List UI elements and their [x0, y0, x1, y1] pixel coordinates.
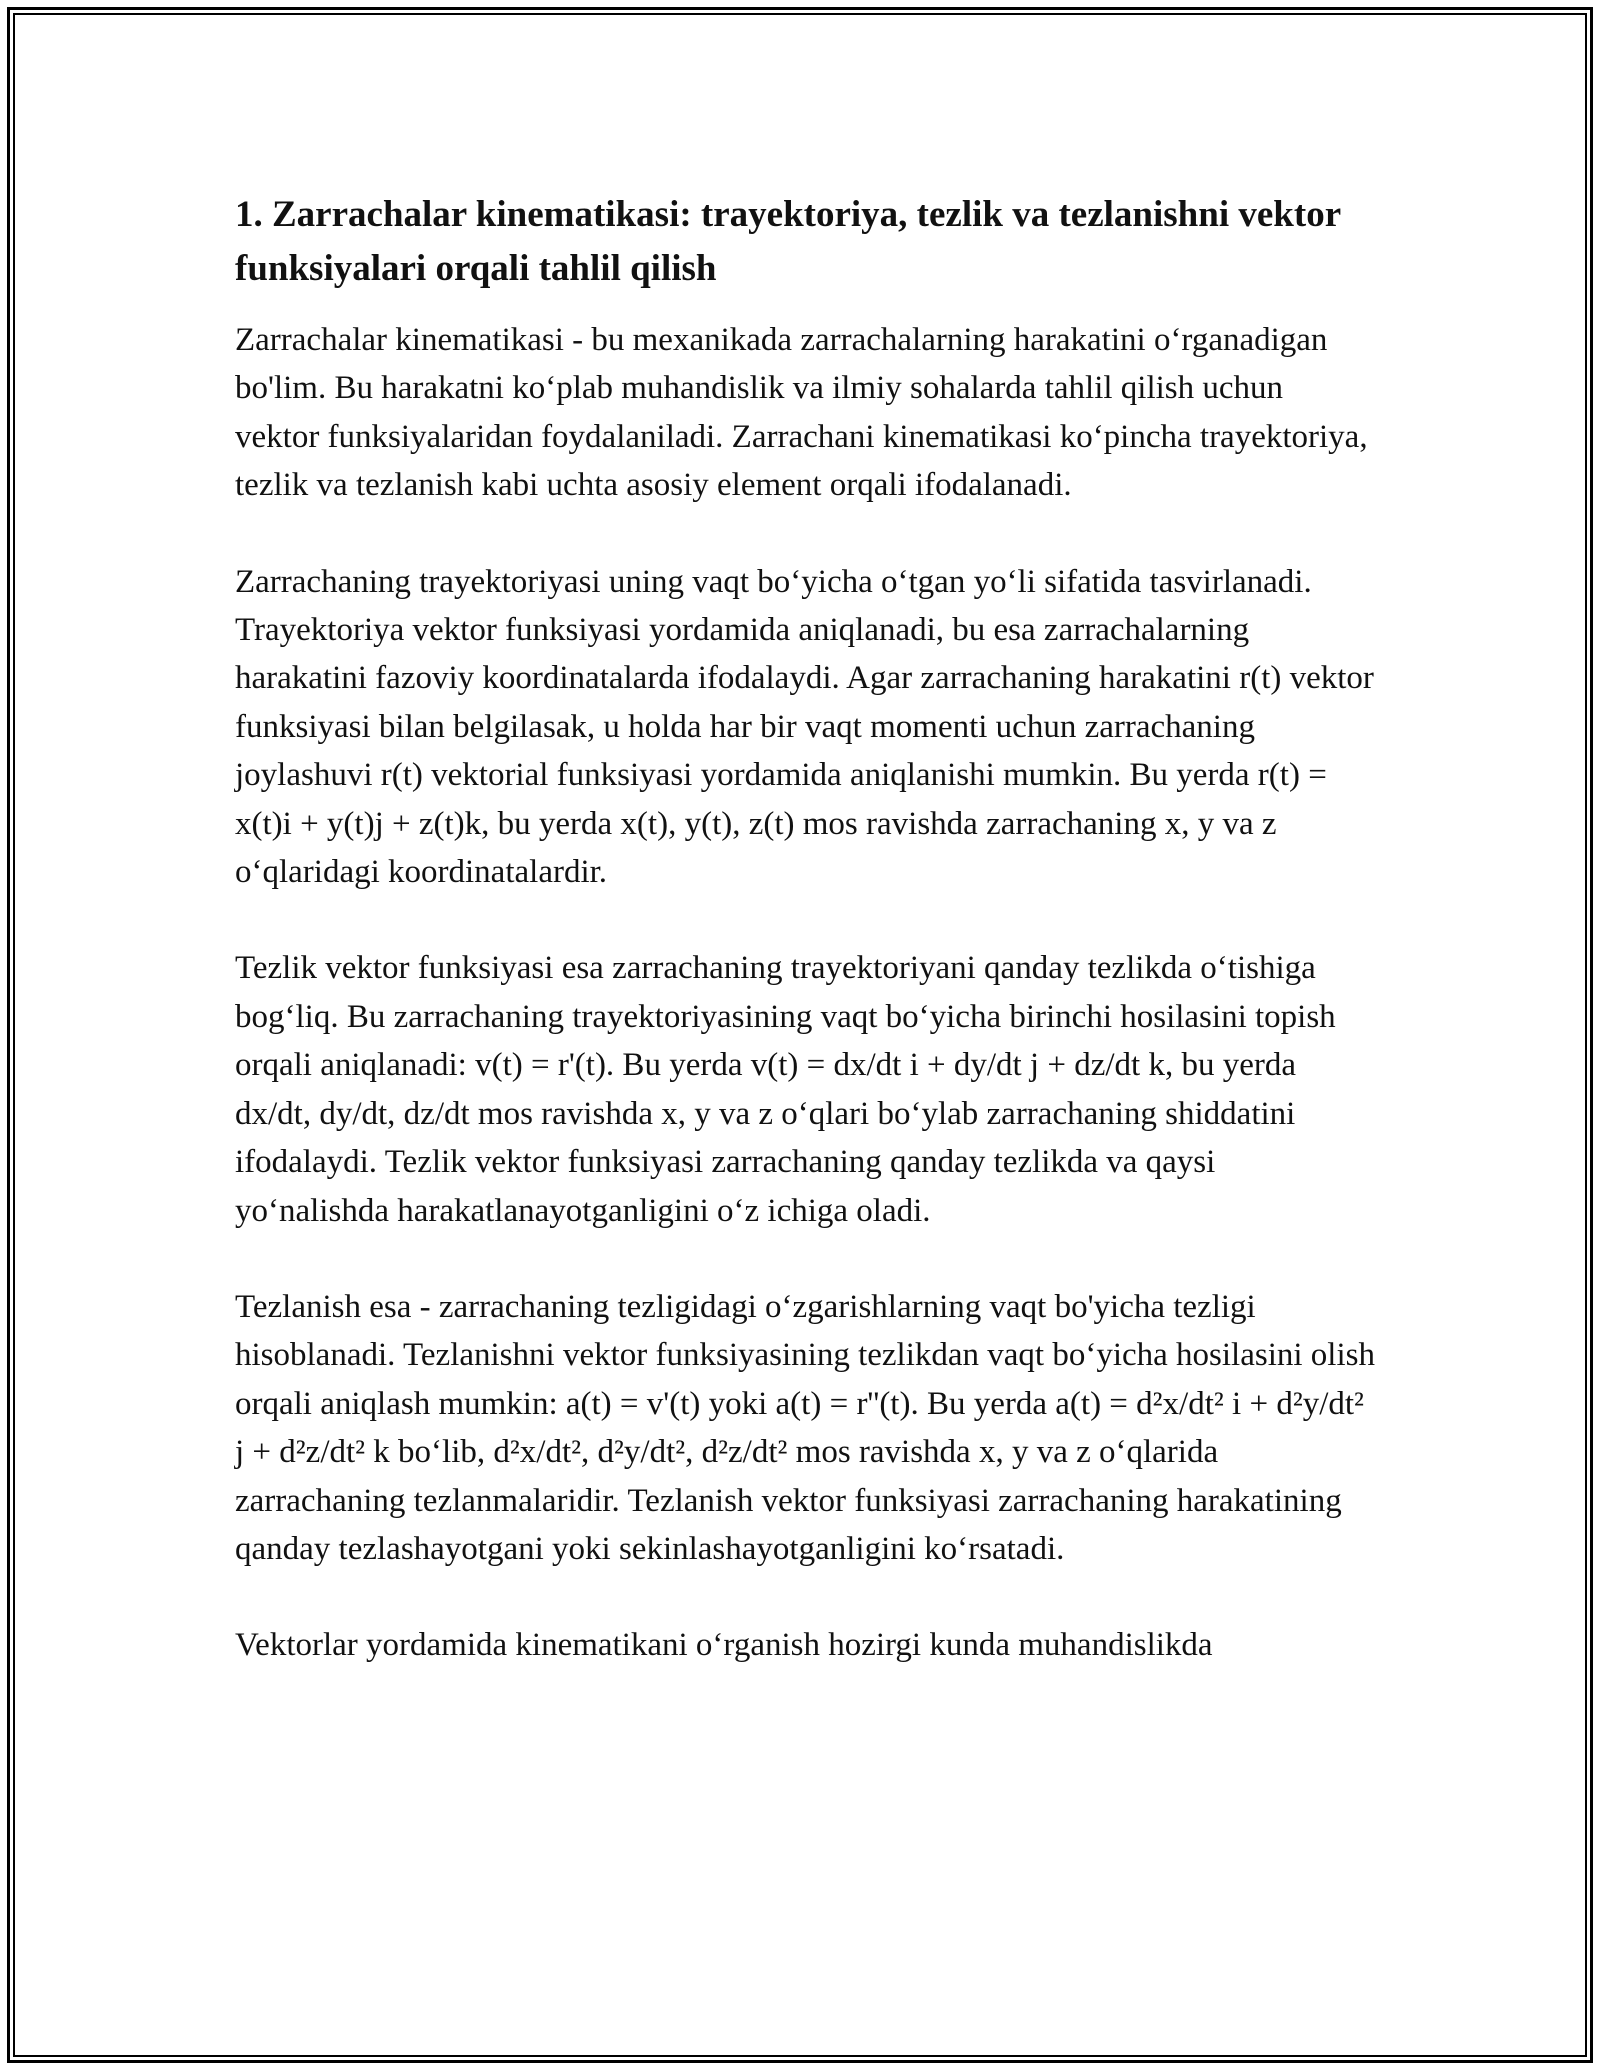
paragraph-trajectory: Zarrachaning trayektoriyasi uning vaqt bo‘yicha o‘tgan yo‘li sifatida tasvirlanadi. Trayektoriya vektor funksiyasi yordamida aniqlanadi, bu esa zarrachalarning harakatini fazoviy koordinatalarda ifodalaydi. Agar zarrachaning harakatini r(t) vektor funksiyasi bilan belgilasak, u holda har bir vaqt momenti uchun zarrachaning joylashuvi r(t) vektorial funksiyasi yordamida aniqlanishi mumkin. Bu yerda r(t) = x(t)i + y(t)j + z(t)k, bu yerda x(t), y(t), z(t) mos ravishda zarrachaning x, y va z o‘qlaridagi koordinatalardir.: [235, 563, 1374, 891]
document-body: [235, 188, 1375, 1718]
paragraph-acceleration: Tezlanish esa - zarrachaning tezligidagi o‘zgarishlarning vaqt bo'yicha tezligi hisoblanadi. Tezlanishni vektor funksiyasining tezlikdan vaqt bo‘yicha hosilasini olish orqali aniqlash mumkin: a(t) = v'(t) yoki a(t) = r''(t). Bu yerda a(t) = d²x/dt² i + d²y/dt² j + d²z/dt² k bo‘lib, d²x/dt², d²y/dt², d²z/dt² mos ravishda x, y va z o‘qlarida zarrachaning tezlanmalaridir. Tezlanish vektor funksiyasi zarrachaning harakatining qanday tezlashayotgani yoki sekinlashayotganligini ko‘rsatadi.: [235, 1288, 1375, 1567]
paragraph-velocity: Tezlik vektor funksiyasi esa zarrachaning trayektoriyani qanday tezlikda o‘tishiga bog‘liq. Bu zarrachaning trayektoriyasining vaqt bo‘yicha birinchi hosilasini topish orqali aniqlanadi: v(t) = r'(t). Bu yerda v(t) = dx/dt i + dy/dt j + dz/dt k, bu yerda dx/dt, dy/dt, dz/dt mos ravishda x, y va z o‘qlari bo‘ylab zarrachaning shiddatini ifodalaydi. Tezlik vektor funksiyasi zarrachaning qanday tezlikda va qaysi yo‘nalishda harakatlanayotganligini o‘z ichiga oladi.: [235, 950, 1336, 1229]
section-title: 1. Zarrachalar kinematikasi: trayektoriya, tezlik va tezlanishni vektor funksiyalari orqali tahlil qilish: [235, 194, 1341, 289]
paragraph-conclusion: Vektorlar yordamida kinematikani o‘rganish hozirgi kunda muhandislikda: [235, 1627, 1213, 1664]
paragraph-intro: Zarrachalar kinematikasi - bu mexanikada zarrachalarning harakatini o‘rganadigan bo'lim. Bu harakatni ko‘plab muhandislik va ilmiy sohalarda tahlil qilish uchun vektor funksiyalaridan foydalaniladi. Zarrachani kinematikasi ko‘pincha trayektoriya, tezlik va tezlanish kabi uchta asosiy element orqali ifodalanadi.: [235, 322, 1368, 504]
